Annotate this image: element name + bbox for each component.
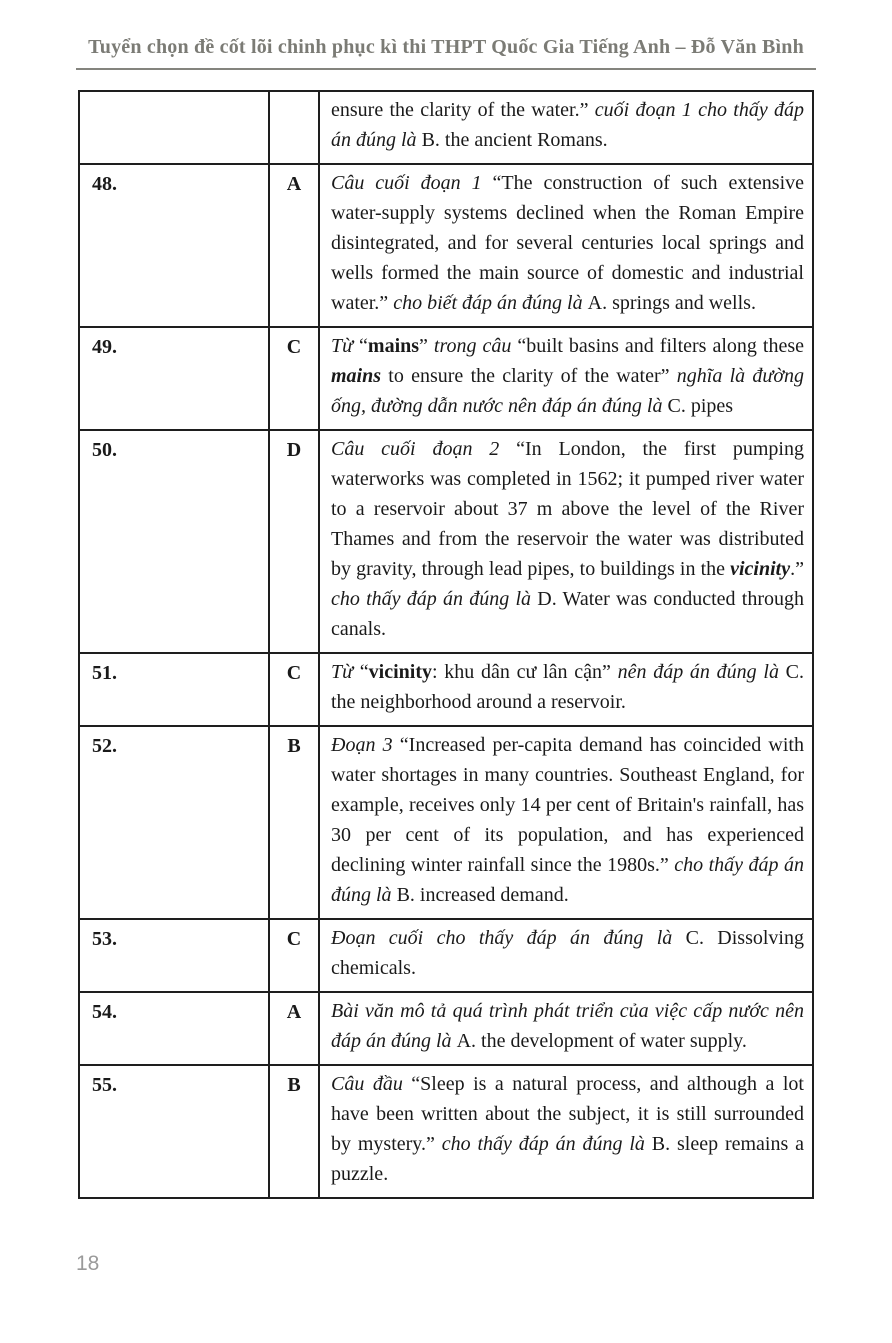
answer-letter-cell: D — [269, 430, 319, 653]
table-row — [79, 327, 813, 430]
text-segment: C. pipes — [667, 395, 734, 417]
text-segment: cuối đoạn 1 cho thấy đáp án đúng là — [331, 99, 805, 151]
question-number-cell: 48. — [79, 164, 269, 327]
text-segment: nên đáp án đúng là — [617, 661, 786, 683]
text-segment: Từ — [331, 335, 360, 357]
answer-letter-cell — [269, 91, 319, 164]
text-segment: “ — [359, 661, 369, 683]
text-segment: “Sleep is a natural process, and although a lot have been written about the subject, it is still surrounded by mystery.” — [331, 1073, 804, 1155]
text-segment: Bài văn mô tả quá trình phát triển của việc cấp nước nên đáp án đúng là — [331, 1000, 804, 1052]
explanation-cell — [319, 653, 813, 726]
table-row — [79, 653, 813, 726]
question-number-cell: 52. — [79, 726, 269, 919]
text-segment: mains — [331, 365, 382, 387]
text-segment: cho thấy đáp án đúng là — [331, 588, 538, 610]
text-segment: ensure the clarity of the water.” — [331, 99, 595, 121]
text-segment: : khu dân cư lân cận” — [432, 661, 618, 683]
answer-key-table — [78, 90, 814, 1199]
table-row — [79, 992, 813, 1065]
text-segment: “Increased per-capita demand has coincided with water shortages in many countries. Southeast England, for example, receives only 14 per cent of Britain's rainfall, has 30 per cent of its population, and has experienced declining winter rainfall since the 1980s.” — [331, 734, 804, 876]
answer-letter-cell: A — [269, 164, 319, 327]
text-segment: B. increased demand. — [396, 884, 569, 906]
page-number: 18 — [76, 1252, 100, 1275]
text-segment: “ — [359, 335, 368, 357]
text-segment: C. Dissolving chemicals. — [331, 927, 804, 979]
answer-letter-cell: C — [269, 653, 319, 726]
text-segment: Câu đầu — [331, 1073, 412, 1095]
text-segment: cho thấy đáp án đúng là — [331, 854, 805, 906]
table-row — [79, 1065, 813, 1198]
text-segment: trong câu — [433, 335, 518, 357]
page-header — [76, 36, 816, 70]
table-row — [79, 919, 813, 992]
answer-letter-cell: C — [269, 327, 319, 430]
question-number-cell: 49. — [79, 327, 269, 430]
question-number-cell: 54. — [79, 992, 269, 1065]
text-segment: “The construction of such extensive water-supply systems declined when the Roman Empire disintegrated, and for several centuries local springs and wells formed the main source of domestic and industrial water.” — [331, 172, 804, 314]
text-segment: to ensure the clarity of the water” — [381, 365, 677, 387]
text-segment: ” — [419, 335, 434, 357]
text-segment: A. springs and wells. — [587, 292, 756, 314]
answer-letter-cell: B — [269, 726, 319, 919]
text-segment: vicinity — [730, 558, 791, 580]
table-row — [79, 91, 813, 164]
table-row — [79, 430, 813, 653]
explanation-cell — [319, 726, 813, 919]
answer-letter-cell: B — [269, 1065, 319, 1198]
text-segment: nghĩa là đường ống, đường dẫn nước nên đáp án đúng là — [331, 365, 804, 417]
text-segment: A. the development of water supply. — [456, 1030, 747, 1052]
text-segment: B. the ancient Romans. — [421, 129, 608, 151]
explanation-cell — [319, 1065, 813, 1198]
explanation-cell — [319, 992, 813, 1065]
text-segment: Câu cuối đoạn 1 — [331, 172, 493, 194]
answer-letter-cell: C — [269, 919, 319, 992]
question-number-cell: 51. — [79, 653, 269, 726]
text-segment: D. Water was conducted through canals. — [331, 588, 804, 640]
question-number-cell: 55. — [79, 1065, 269, 1198]
answer-letter-cell: A — [269, 992, 319, 1065]
table-row — [79, 726, 813, 919]
text-segment: Đoạn cuối cho thấy đáp án đúng là — [331, 927, 686, 949]
explanation-cell — [319, 430, 813, 653]
question-number-cell: 50. — [79, 430, 269, 653]
text-segment: “In London, the first pumping waterworks was completed in 1562; it pumped river water to a reservoir about 37 m above the level of the River Thames and from the reservoir the water was distributed by gravity, through lead pipes, to buildings in the — [331, 438, 804, 580]
text-segment: cho thấy đáp án đúng là — [441, 1133, 652, 1155]
answer-key-table-body — [79, 91, 813, 1198]
question-number-cell — [79, 91, 269, 164]
explanation-cell — [319, 919, 813, 992]
explanation-cell — [319, 91, 813, 164]
text-segment: C. the neighborhood around a reservoir. — [331, 661, 805, 713]
text-segment: Câu cuối đoạn 2 — [331, 438, 517, 460]
explanation-cell — [319, 327, 813, 430]
text-segment: vicinity — [368, 661, 432, 683]
explanation-cell — [319, 164, 813, 327]
text-segment: .” — [790, 558, 804, 580]
table-row — [79, 164, 813, 327]
text-segment: cho biết đáp án đúng là — [393, 292, 588, 314]
question-number-cell: 53. — [79, 919, 269, 992]
header-title: Tuyển chọn đề cốt lõi chinh phục kì thi THPT Quốc Gia Tiếng Anh – Đỗ Văn Bình — [88, 36, 804, 58]
text-segment: “built basins and filters along these — [517, 335, 804, 357]
text-segment: Từ — [331, 661, 360, 683]
text-segment: mains — [367, 335, 420, 357]
text-segment: Đoạn 3 — [331, 734, 400, 756]
text-segment: B. sleep remains a puzzle. — [331, 1133, 805, 1185]
